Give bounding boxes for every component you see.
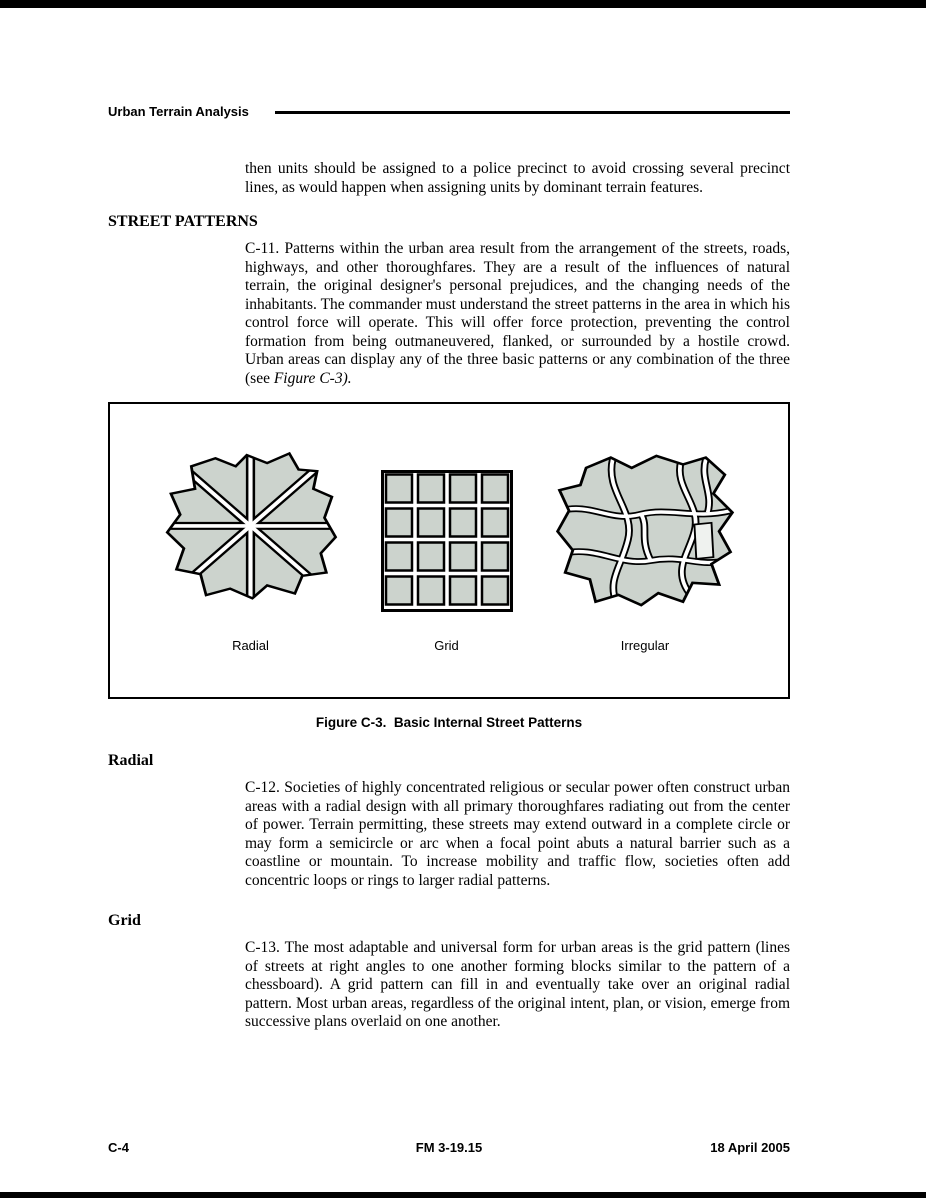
header-rule [275,111,790,114]
section-heading-radial: Radial [108,752,154,769]
paragraph-c13: C-13. The most adaptable and universal form for urban areas is the grid pattern (lines of streets at right angles to one another forming blocks similar to the pattern of a chessboard). A grid pattern can fill in and eventually take over an original radial pattern. Most urban areas, regardless of the original intent, plan, or vision, emerge from successive plans overlaid on one another. [245,939,790,1030]
figure-caption: Figure C-3. Basic Internal Street Patterns [315,715,583,730]
running-header [108,104,790,119]
section-heading-grid: Grid [108,912,141,929]
irregular-diagram-wrap [550,444,740,612]
diagram-label-grid: Grid [434,638,459,653]
grid-street-pattern-diagram [381,470,513,612]
scan-edge-top [0,0,926,8]
page-body [0,160,926,1032]
section-heading-street-patterns: STREET PATTERNS [108,213,258,230]
radial-column [158,444,343,697]
diagram-label-irregular: Irregular [620,638,670,653]
page-footer [108,1140,790,1155]
scan-edge-bottom [0,1192,926,1198]
radial-diagram-wrap [158,444,343,612]
footer-page-number: C-4 [108,1140,129,1155]
paragraph-c11 [245,240,790,388]
paragraph-c11-figure-ref: Figure C-3). [273,369,352,387]
running-header-title: Urban Terrain Analysis [108,104,249,119]
grid-diagram-wrap [381,444,513,612]
footer-date: 18 April 2005 [710,1140,790,1155]
paragraph-intro: then units should be assigned to a police precinct to avoid crossing several precinct lines, as would happen when assigning units by dominant terrain features. [245,160,790,196]
paragraph-c11-text: C-11. Patterns within the urban area result from the arrangement of the streets, roads, highways, and other thoroughfares. They are a result of the influences of natural terrain, the original designer's personal prejudices, and the changing needs of the inhabitants. The commander must understand the street patterns in the area in which his control force will operate. This will offer force protection, preventing the control formation from being outmaneuvered, flanked, or surrounded by a hostile crowd. Urban areas can display any of the three basic patterns or any combination of the three (see [245,240,790,387]
grid-column [381,444,513,697]
diagram-label-radial: Radial [232,638,269,653]
irregular-column [550,444,740,697]
radial-street-pattern-diagram [158,447,343,612]
footer-doc-number: FM 3-19.15 [415,1140,483,1155]
paragraph-c12: C-12. Societies of highly concentrated religious or secular power often construct urban areas with a radial design with all primary thoroughfares radiating out from the center of power. Terrain permitting, these streets may extend outward in a complete circle or may form a semicircle or arc when a focal point abuts a natural barrier such as a coastline or mountain. To increase mobility and traffic flow, societies often add concentric loops or rings to larger radial patterns. [245,779,790,889]
irregular-street-pattern-diagram [550,449,740,612]
figure-box [108,402,790,699]
